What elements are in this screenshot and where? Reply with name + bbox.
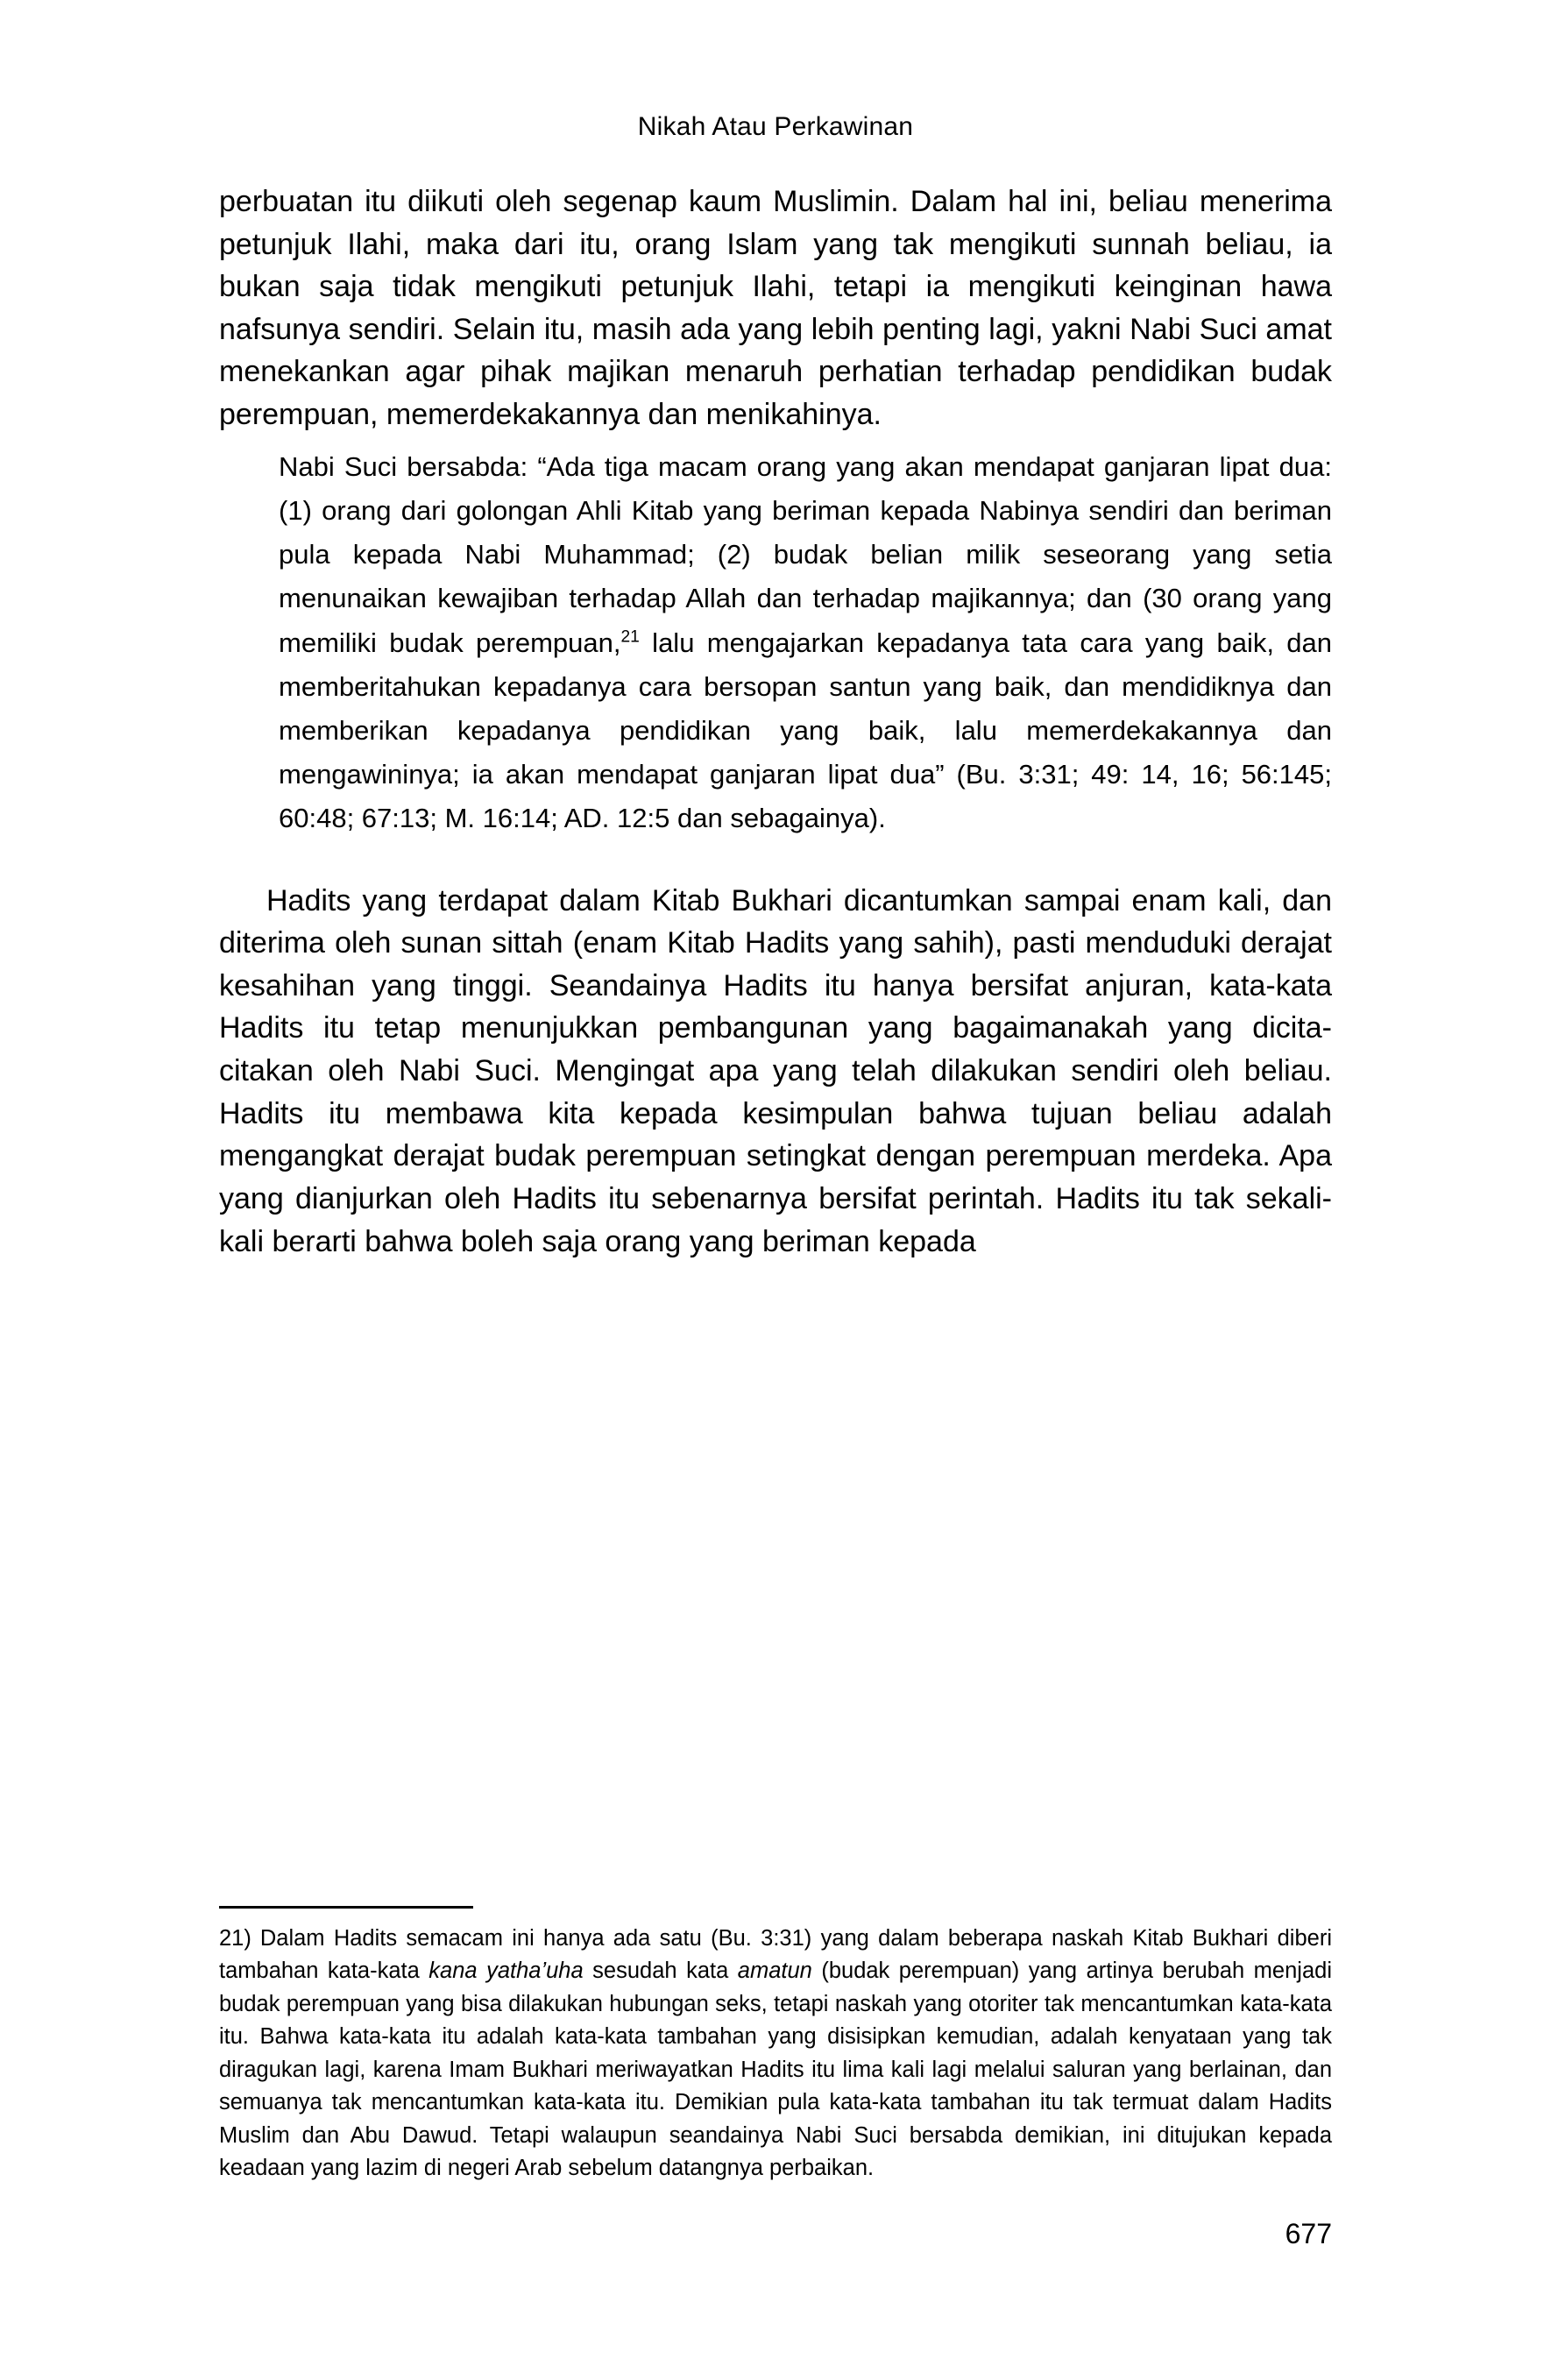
footnote-number: 21)	[219, 1926, 251, 1951]
paragraph-spacer	[219, 841, 1332, 880]
footnote-italic-1: kana yatha’uha	[428, 1959, 584, 1984]
footnote-text-1: Dalam Hadits semacam ini hanya ada satu (Bu. 3:31) yang dalam beberapa naskah Kitab Bukhari diberi tambahan kata-kata	[219, 1926, 1332, 1984]
quote-text-part-1: Nabi Suci bersabda: “Ada tiga macam orang yang akan mendapat ganjaran lipat dua: (1) orang dari golongan Ahli Kitab yang beriman kepada Nabinya sendiri dan beriman pula kepada Nabi Muhammad; (2) budak belian milik seseorang yang setia menunaikan kewajiban terhadap Allah dan terhadap majikannya; dan (30 orang yang memiliki budak perempuan,	[279, 450, 1332, 658]
footnote-marker: 21	[620, 627, 640, 647]
footnote-text-3: (budak perempuan) yang artinya berubah menjadi budak perempuan yang bisa dilakukan hubungan seks, tetapi naskah yang otoriter tak mencantumkan kata-kata itu. Bahwa kata-kata itu adalah kata-kata tambahan yang disisipkan kemudian, adalah kenyataan yang tak diragukan lagi, karena Imam Bukhari meriwayatkan Hadits itu lima kali lagi melalui saluran yang berlainan, dan semuanya tak mencantumkan kata-kata itu. Demikian pula kata-kata tambahan itu tak termuat dalam Hadits Muslim dan Abu Dawud. Tetapi walaupun seandainya Nabi Suci bersabda demikian, ini ditujukan kepada keadaan yang lazim di negeri Arab sebelum datangnya perbaikan.	[219, 1959, 1332, 2181]
paragraph-hadits-bukhari: Hadits yang terdapat dalam Kitab Bukhari dicantumkan sampai enam kali, dan diterima oleh sunan sittah (enam Kitab Hadits yang sahih), pasti menduduki derajat kesahihan yang tinggi. Seandainya Hadits itu hanya bersifat anjuran, kata-kata Hadits itu tetap menunjukkan pembangunan yang bagaimanakah yang dicita-citakan oleh Nabi Suci. Mengingat apa yang telah dilakukan sendiri oleh beliau. Hadits itu membawa kita kepada kesimpulan bahwa tujuan beliau adalah mengangkat derajat budak perempuan setingkat dengan perempuan merdeka. Apa yang dianjurkan oleh Hadits itu sebenarnya bersifat perintah. Hadits itu tak sekali-kali berarti bahwa boleh saja orang yang beriman kepada	[219, 883, 1332, 1258]
quote-text-part-2: lalu mengajarkan kepadanya tata cara yang baik, dan memberitahukan kepadanya cara bersopan santun yang baik, dan mendidiknya dan memberikan kepadanya pendidikan yang baik, lalu memerdekakannya dan mengawininya; ia akan mendapat ganjaran lipat dua” (Bu. 3:31; 49: 14, 16; 56:145; 60:48; 67:13; M. 16:14; AD. 12:5 dan sebagainya).	[279, 627, 1332, 834]
running-header: Nikah Atau Perkawinan	[637, 112, 914, 141]
page-content	[219, 181, 1332, 1263]
hadith-quote-block	[279, 445, 1332, 841]
footnote-separator-rule	[219, 1906, 473, 1909]
footnote-text-2: sesudah kata	[583, 1959, 738, 1984]
footnote-italic-2: amatun	[737, 1959, 812, 1984]
paragraph-continuation: perbuatan itu diikuti oleh segenap kaum Muslimin. Dalam hal ini, beliau menerima petunjuk Ilahi, maka dari itu, orang Islam yang tak mengikuti sunnah beliau, ia bukan saja tidak mengikuti petunjuk Ilahi, tetapi ia mengikuti keinginan hawa nafsunya sendiri. Selain itu, masih ada yang lebih penting lagi, yakni Nabi Suci amat menekankan agar pihak majikan menaruh perhatian terhadap pendidikan budak perempuan, memerdekakannya dan menikahinya.	[219, 185, 1332, 432]
footnote-area	[219, 1906, 1332, 2185]
footnote-21	[219, 1923, 1332, 2185]
page-number: 677	[1285, 2218, 1332, 2249]
